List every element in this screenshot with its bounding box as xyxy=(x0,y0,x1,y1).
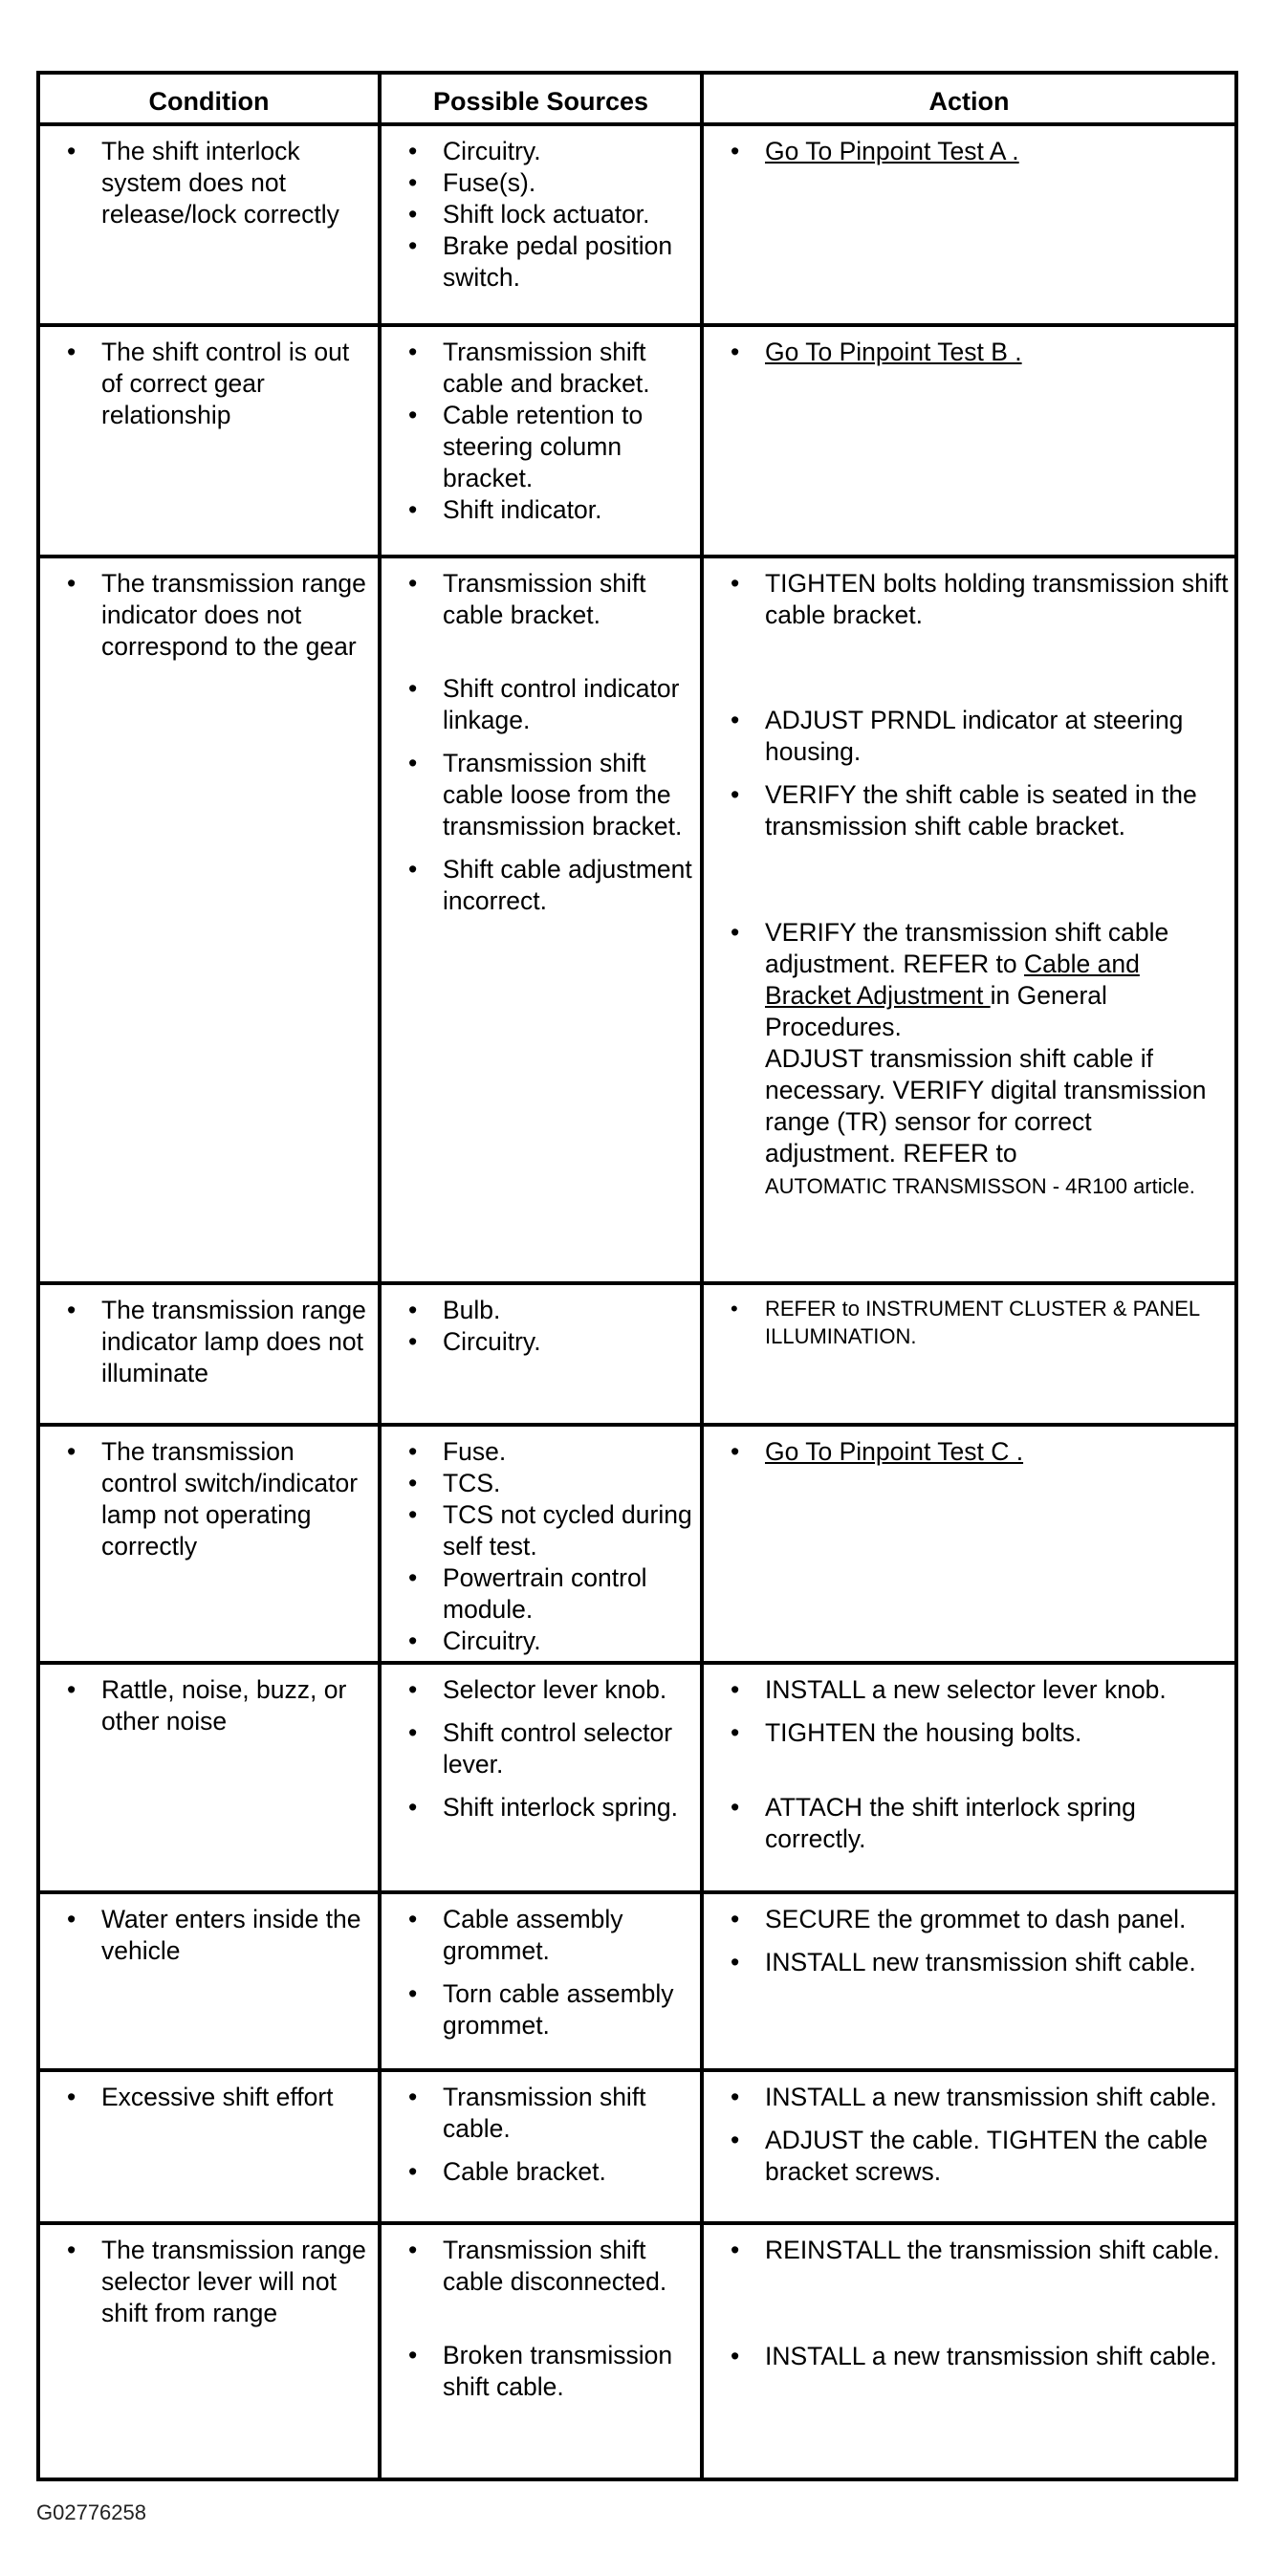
action-item: • ATTACH the shift interlock spring correctly. xyxy=(709,1792,1229,1855)
source-item: • Transmission shift cable loose from the transmission bracket. xyxy=(387,748,694,842)
action-item: • INSTALL a new transmission shift cable. xyxy=(709,2341,1229,2372)
source-item: • Shift lock actuator. xyxy=(387,199,694,230)
source-item: • Brake pedal position switch. xyxy=(387,230,694,294)
table-row xyxy=(38,2223,1236,2479)
action-cell xyxy=(702,2223,1236,2479)
sources-cell xyxy=(380,2070,702,2223)
source-item: • Circuitry. xyxy=(387,136,694,167)
action-item: • VERIFY the shift cable is seated in the transmission shift cable bracket. xyxy=(709,779,1229,842)
action-item: • INSTALL a new selector lever knob. xyxy=(709,1674,1229,1706)
condition-cell xyxy=(38,557,380,1283)
pinpoint-test-c-link[interactable]: Go To Pinpoint Test C . xyxy=(765,1437,1024,1466)
action-text: in General Procedures. xyxy=(765,981,1107,1041)
source-item: • Transmission shift cable disconnected. xyxy=(387,2235,694,2298)
action-item: • TIGHTEN bolts holding transmission shift cable bracket. xyxy=(709,568,1229,631)
condition-cell xyxy=(38,1425,380,1663)
action-item: • ADJUST PRNDL indicator at steering housing. xyxy=(709,705,1229,768)
source-item: • Transmission shift cable. xyxy=(387,2082,694,2145)
article-reference: AUTOMATIC TRANSMISSON - 4R100 article. xyxy=(765,1174,1195,1198)
action-item xyxy=(709,917,1229,1201)
sources-cell xyxy=(380,1425,702,1663)
source-item: • Shift control selector lever. xyxy=(387,1717,694,1780)
action-cell xyxy=(702,325,1236,557)
source-item: • Powertrain control module. xyxy=(387,1562,694,1626)
action-cell xyxy=(702,1892,1236,2070)
action-text: VERIFY the transmission shift cable adjustment. REFER to xyxy=(765,918,1169,978)
source-item: • Circuitry. xyxy=(387,1326,694,1358)
sources-cell xyxy=(380,2223,702,2479)
condition-text: • Water enters inside the vehicle xyxy=(46,1904,372,1967)
table-row xyxy=(38,1425,1236,1663)
header-condition: Condition xyxy=(38,73,380,124)
action-cell xyxy=(702,557,1236,1283)
sources-cell xyxy=(380,124,702,325)
action-cell xyxy=(702,1663,1236,1892)
sources-cell xyxy=(380,1892,702,2070)
source-item: • Bulb. xyxy=(387,1295,694,1326)
source-item: • Broken transmission shift cable. xyxy=(387,2340,694,2403)
figure-id: G02776258 xyxy=(36,2500,146,2524)
source-item: • Selector lever knob. xyxy=(387,1674,694,1706)
action-item: • REFER to INSTRUMENT CLUSTER & PANEL ILLUMINATION. xyxy=(709,1295,1229,1350)
pinpoint-test-b-link[interactable]: Go To Pinpoint Test B . xyxy=(765,338,1022,366)
action-item: • INSTALL a new transmission shift cable. xyxy=(709,2082,1229,2113)
source-item: • TCS. xyxy=(387,1468,694,1499)
source-item: • Cable assembly grommet. xyxy=(387,1904,694,1967)
table-row xyxy=(38,1283,1236,1425)
condition-text: • The transmission control switch/indicator lamp not operating correctly xyxy=(46,1436,372,1562)
source-item: • Fuse. xyxy=(387,1436,694,1468)
condition-text: • The shift control is out of correct gear relationship xyxy=(46,337,372,431)
source-item: • Cable retention to steering column bracket. xyxy=(387,400,694,494)
table-row xyxy=(38,325,1236,557)
table-row xyxy=(38,557,1236,1283)
table-header-row xyxy=(38,73,1236,124)
pinpoint-test-a-link[interactable]: Go To Pinpoint Test A . xyxy=(765,137,1019,165)
source-item: • Shift control indicator linkage. xyxy=(387,673,694,736)
source-item: • TCS not cycled during self test. xyxy=(387,1499,694,1562)
action-cell xyxy=(702,1283,1236,1425)
action-item: • INSTALL new transmission shift cable. xyxy=(709,1947,1229,1978)
table-row xyxy=(38,2070,1236,2223)
condition-cell xyxy=(38,325,380,557)
source-item: • Fuse(s). xyxy=(387,167,694,199)
condition-text: • The transmission range indicator lamp does not illuminate xyxy=(46,1295,372,1389)
action-cell xyxy=(702,124,1236,325)
condition-cell xyxy=(38,124,380,325)
action-text: ADJUST transmission shift cable if necessary. VERIFY digital transmission range (TR) sensor for correct adjustment. REFER to xyxy=(765,1044,1207,1168)
sources-cell xyxy=(380,1663,702,1892)
sources-cell xyxy=(380,557,702,1283)
header-action: Action xyxy=(702,73,1236,124)
condition-cell xyxy=(38,2223,380,2479)
source-item: • Shift interlock spring. xyxy=(387,1792,694,1823)
diagnosis-table xyxy=(36,71,1238,2481)
source-item: • Transmission shift cable and bracket. xyxy=(387,337,694,400)
sources-cell xyxy=(380,325,702,557)
action-item: • TIGHTEN the housing bolts. xyxy=(709,1717,1229,1749)
action-item: • ADJUST the cable. TIGHTEN the cable bracket screws. xyxy=(709,2125,1229,2188)
cable-bracket-adjustment-link[interactable]: Cable and Bracket Adjustment xyxy=(765,950,1140,1010)
action-item: • REINSTALL the transmission shift cable. xyxy=(709,2235,1229,2266)
table-row xyxy=(38,124,1236,325)
sources-cell xyxy=(380,1283,702,1425)
condition-text: • The shift interlock system does not release/lock correctly xyxy=(46,136,372,230)
condition-text: • The transmission range indicator does not correspond to the gear xyxy=(46,568,372,663)
condition-text: • Excessive shift effort xyxy=(46,2082,372,2113)
condition-cell xyxy=(38,2070,380,2223)
source-item: • Cable bracket. xyxy=(387,2156,694,2188)
header-possible-sources: Possible Sources xyxy=(380,73,702,124)
condition-cell xyxy=(38,1892,380,2070)
source-item: • Torn cable assembly grommet. xyxy=(387,1978,694,2041)
source-item: • Shift indicator. xyxy=(387,494,694,526)
action-item: • SECURE the grommet to dash panel. xyxy=(709,1904,1229,1935)
condition-cell xyxy=(38,1663,380,1892)
action-cell xyxy=(702,1425,1236,1663)
table-row xyxy=(38,1663,1236,1892)
condition-cell xyxy=(38,1283,380,1425)
action-cell xyxy=(702,2070,1236,2223)
source-item: • Transmission shift cable bracket. xyxy=(387,568,694,631)
table-row xyxy=(38,1892,1236,2070)
source-item: • Shift cable adjustment incorrect. xyxy=(387,854,694,917)
condition-text: • The transmission range selector lever will not shift from range xyxy=(46,2235,372,2329)
condition-text: • Rattle, noise, buzz, or other noise xyxy=(46,1674,372,1737)
source-item: • Circuitry. xyxy=(387,1626,694,1657)
